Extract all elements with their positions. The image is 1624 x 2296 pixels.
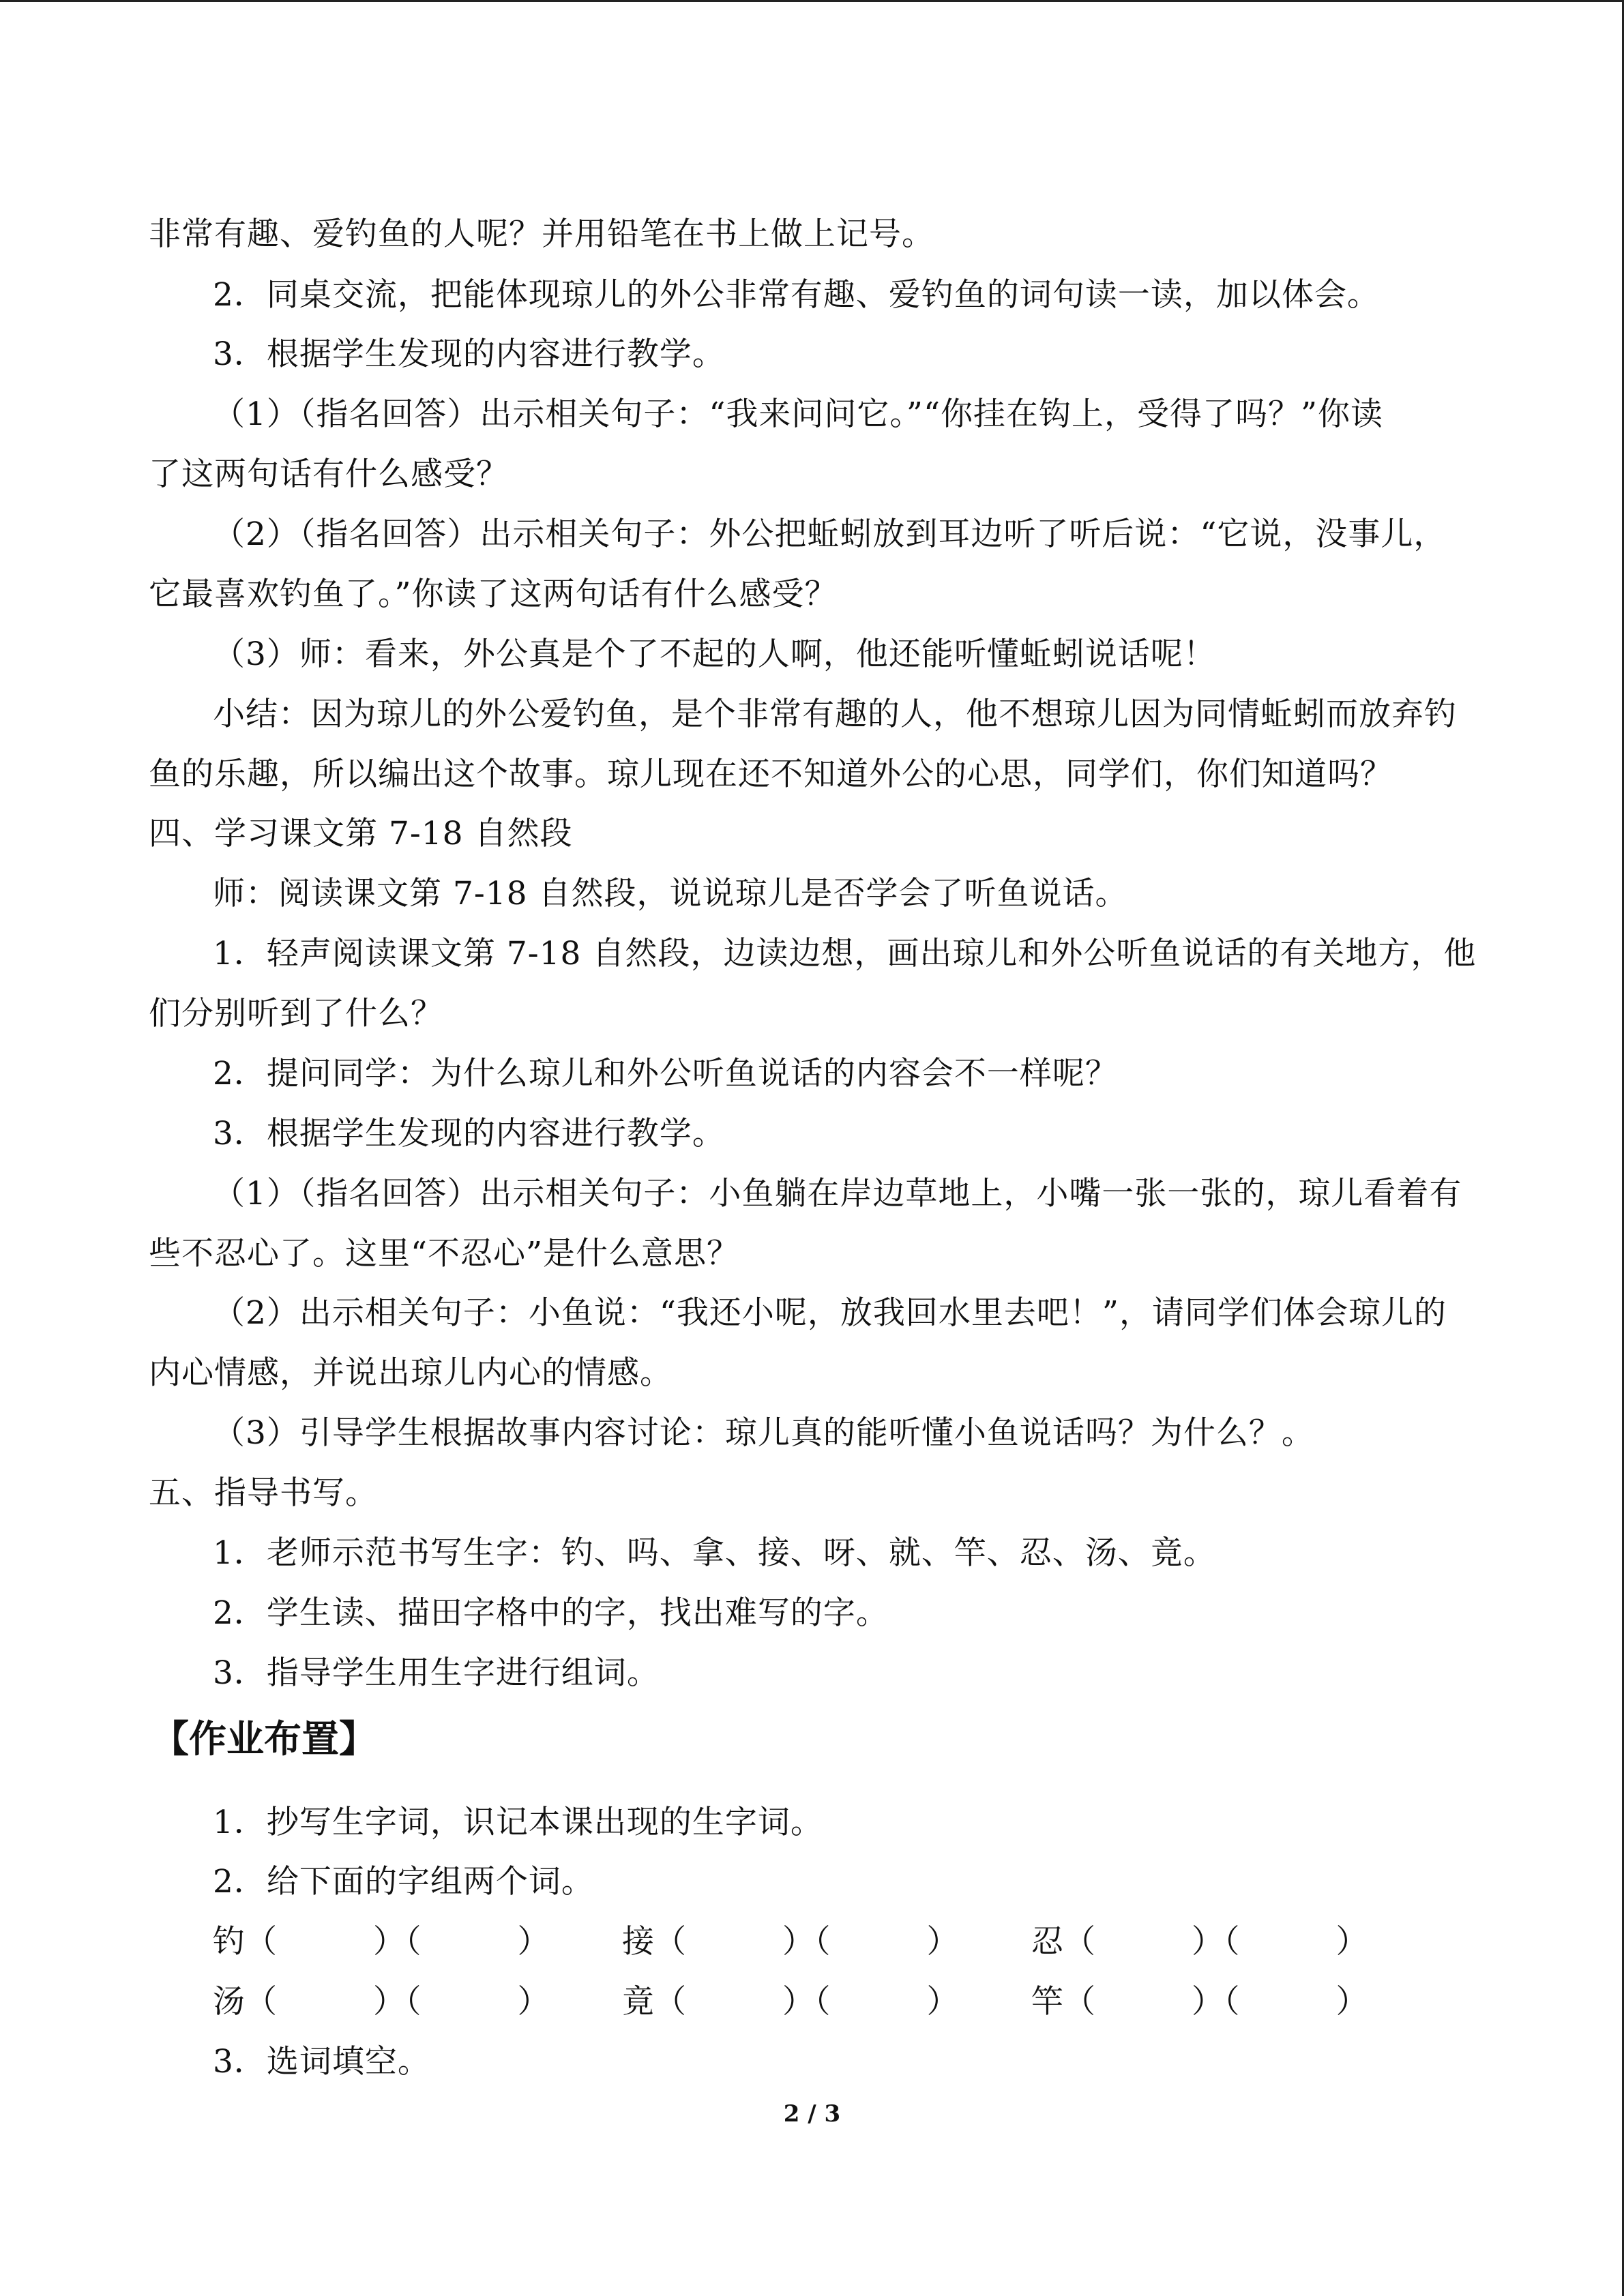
word-grid-cell: 汤（ ）（ ） [213,1983,550,2021]
page-border-top [0,0,1624,2]
paragraph-line: 鱼的乐趣，所以编出这个故事。琼儿现在还不知道外公的心思，同学们，你们知道吗？ [149,756,1393,793]
paragraph-line: （1）（指名回答）出示相关句子：小鱼躺在岸边草地上，小嘴一张一张的，琼儿看着有 [213,1175,1462,1212]
paragraph-line: （3）引导学生根据故事内容讨论：琼儿真的能听懂小鱼说话吗？为什么？。 [213,1414,1314,1452]
paragraph-line: 了这两句话有什么感受？ [149,456,509,493]
paragraph-line: 内心情感，并说出琼儿内心的情感。 [149,1354,673,1392]
paragraph-line: （2）（指名回答）出示相关句子：外公把蚯蚓放到耳边听了听后说：“它说，没事儿， [213,516,1447,553]
paragraph-line: 2．同桌交流，把能体现琼儿的外公非常有趣、爱钓鱼的词句读一读，加以体会。 [213,276,1380,314]
paragraph-line: 师：阅读课文第 7-18 自然段，说说琼儿是否学会了听鱼说话。 [213,875,1128,912]
paragraph-line: 2．学生读、描田字格中的字，找出难写的字。 [213,1594,889,1632]
section-heading: 四、学习课文第 7-18 自然段 [149,815,573,852]
paragraph-line: 3．指导学生用生字进行组词。 [213,1654,660,1692]
word-grid-cell: 忍（ ）（ ） [1031,1923,1368,1960]
paragraph-line: 些不忍心了。这里“不忍心”是什么意思？ [149,1235,740,1272]
paragraph-line: 小结：因为琼儿的外公爱钓鱼，是个非常有趣的人，他不想琼儿因为同情蚯蚓而放弃钓 [213,696,1457,733]
paragraph-line: （1）（指名回答）出示相关句子：“我来问问它。”“你挂在钩上，受得了吗？”你读 [213,396,1384,433]
paragraph-line: 们分别听到了什么？ [149,995,443,1032]
paragraph-line: （2）出示相关句子：小鱼说：“我还小呢，放我回水里去吧！”，请同学们体会琼儿的 [213,1294,1447,1332]
homework-item: 2．给下面的字组两个词。 [213,1863,594,1900]
paragraph-line: 1．老师示范书写生字：钓、吗、拿、接、呀、就、竿、忍、汤、竟。 [213,1534,1216,1572]
homework-item: 3．选词填空。 [213,2043,430,2081]
paragraph-line: 3．根据学生发现的内容进行教学。 [213,1115,725,1152]
section-heading: 五、指导书写。 [149,1474,378,1512]
word-grid-cell: 竟（ ）（ ） [622,1983,959,2021]
paragraph-line: （3）师：看来，外公真是个了不起的人啊，他还能听懂蚯蚓说话呢！ [213,636,1216,673]
word-grid-cell: 竿（ ）（ ） [1031,1983,1368,2021]
word-grid-cell: 钓（ ）（ ） [213,1923,550,1960]
homework-heading: 【作业布置】 [151,1717,377,1761]
word-grid-cell: 接（ ）（ ） [622,1923,959,1960]
paragraph-line: 2．提问同学：为什么琼儿和外公听鱼说话的内容会不一样呢？ [213,1055,1118,1092]
paragraph-line: 3．根据学生发现的内容进行教学。 [213,336,725,373]
page-number: 2 / 3 [783,2100,841,2128]
paragraph-line: 1．轻声阅读课文第 7-18 自然段，边读边想，画出琼儿和外公听鱼说话的有关地方，他 [213,935,1477,972]
homework-item: 1．抄写生字词，识记本课出现的生字词。 [213,1804,823,1841]
paragraph-line: 非常有趣、爱钓鱼的人呢？并用铅笔在书上做上记号。 [149,215,934,253]
paragraph-line: 它最喜欢钓鱼了。”你读了这两句话有什么感受？ [149,576,838,613]
